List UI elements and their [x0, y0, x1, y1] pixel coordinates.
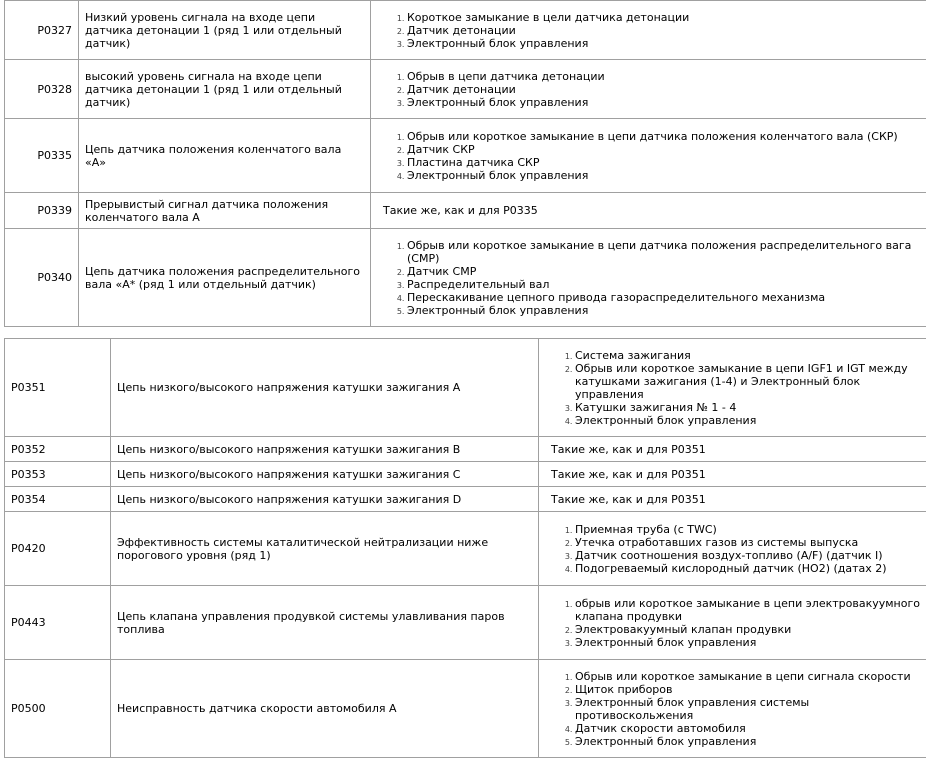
- dtc-table-2: [4, 338, 926, 758]
- table-row: [5, 1, 926, 60]
- list-item: 1. обрыв или короткое замыкание в цепи электровакуумного клапана продувки: [575, 597, 920, 623]
- dtc-code: P0351: [5, 339, 111, 437]
- dtc-causes: [371, 1, 926, 60]
- table-row: [5, 437, 926, 462]
- list-item: 3. Электронный блок управления: [575, 636, 920, 649]
- dtc-description: Цепь низкого/высокого напряжения катушки зажигания С: [111, 462, 539, 487]
- list-item: 5. Электронный блок управления: [407, 304, 920, 317]
- dtc-code: P0327: [5, 1, 79, 60]
- list-item: 2. Щиток приборов: [575, 683, 920, 696]
- list-item: 1. Короткое замыкание в цели датчика детонации: [407, 11, 920, 24]
- dtc-description: Цепь низкого/высокого напряжения катушки зажигания В: [111, 437, 539, 462]
- dtc-description: Эффективность системы каталитической нейтрализации ниже порогового уровня (ряд 1): [111, 512, 539, 586]
- same-as-note: Такие же, как и для Р0351: [545, 493, 706, 506]
- same-as-note: Такие же, как и для Р0335: [377, 204, 538, 217]
- list-item: 4. Электронный блок управления: [407, 169, 920, 182]
- list-item: 2. Датчик СКР: [407, 143, 920, 156]
- dtc-description: Неисправность датчика скорости автомобиля А: [111, 660, 539, 758]
- dtc-causes: [539, 586, 926, 660]
- causes-list: [377, 70, 920, 109]
- list-item: 2. Датчик детонации: [407, 83, 920, 96]
- dtc-code: P0339: [5, 193, 79, 229]
- table-row: [5, 586, 926, 660]
- table-row: [5, 339, 926, 437]
- table-row: [5, 119, 926, 193]
- list-item: 2. Утечка отработавших газов из системы выпуска: [575, 536, 920, 549]
- dtc-code: P0420: [5, 512, 111, 586]
- causes-list: [545, 670, 920, 748]
- dtc-causes: [539, 462, 926, 487]
- list-item: 5. Электронный блок управления: [575, 735, 920, 748]
- dtc-description: Цепь клапана управления продувкой системы улавливания паров топлива: [111, 586, 539, 660]
- dtc-causes: [539, 437, 926, 462]
- dtc-table-1: [4, 0, 926, 327]
- list-item: 1. Обрыв или короткое замыкание в цепи сигнала скорости: [575, 670, 920, 683]
- dtc-code: P0340: [5, 229, 79, 327]
- dtc-causes: [371, 193, 926, 229]
- dtc-code: P0353: [5, 462, 111, 487]
- dtc-code: P0335: [5, 119, 79, 193]
- table-row: [5, 193, 926, 229]
- list-item: 2. Датчик СМР: [407, 265, 920, 278]
- list-item: 3. Датчик соотношения воздух-топливо (A/F) (датчик I): [575, 549, 920, 562]
- list-item: 3. Пластина датчика СКР: [407, 156, 920, 169]
- dtc-description: Низкий уровень сигнала на входе цепи датчика детонации 1 (ряд 1 или отдельный датчик): [79, 1, 371, 60]
- causes-list: [377, 239, 920, 317]
- causes-list: [377, 130, 920, 182]
- table-row: [5, 487, 926, 512]
- causes-list: [545, 597, 920, 649]
- table-row: [5, 60, 926, 119]
- list-item: 3. Распределительный вал: [407, 278, 920, 291]
- list-item: 4. Перескакивание цепного привода газораспределительного механизма: [407, 291, 920, 304]
- dtc-code: P0500: [5, 660, 111, 758]
- dtc-description: высокий уровень сигнала на входе цепи датчика детонации 1 (ряд 1 или отдельный датчик): [79, 60, 371, 119]
- list-item: 3. Электронный блок управления: [407, 96, 920, 109]
- list-item: 4. Подогреваемый кислородный датчик (НО2) (датах 2): [575, 562, 920, 575]
- list-item: 2. Датчик детонации: [407, 24, 920, 37]
- list-item: 4. Датчик скорости автомобиля: [575, 722, 920, 735]
- dtc-description: Прерывистый сигнал датчика положения коленчатого вала А: [79, 193, 371, 229]
- list-item: 3. Электронный блок управления: [407, 37, 920, 50]
- causes-list: [545, 523, 920, 575]
- dtc-causes: [371, 229, 926, 327]
- list-item: 4. Электронный блок управления: [575, 414, 920, 427]
- dtc-causes: [539, 512, 926, 586]
- same-as-note: Такие же, как и для Р0351: [545, 468, 706, 481]
- dtc-description: Цепь низкого/высокого напряжения катушки зажигания D: [111, 487, 539, 512]
- table-row: [5, 229, 926, 327]
- dtc-description: Цепь датчика положения коленчатого вала «А»: [79, 119, 371, 193]
- dtc-description: Цепь датчика положения распределительного вала «А* (ряд 1 или отдельный датчик): [79, 229, 371, 327]
- dtc-causes: [371, 60, 926, 119]
- list-item: 3. Электронный блок управления системы противоскольжения: [575, 696, 920, 722]
- dtc-code: P0443: [5, 586, 111, 660]
- list-item: 2. Обрыв или короткое замыкание в цепи IGF1 и IGT между катушками зажигания (1-4) и Электронный блок управления: [575, 362, 920, 401]
- dtc-causes: [371, 119, 926, 193]
- list-item: 3. Катушки зажигания № 1 - 4: [575, 401, 920, 414]
- table-row: [5, 462, 926, 487]
- causes-list: [377, 11, 920, 50]
- dtc-causes: [539, 487, 926, 512]
- dtc-code: P0354: [5, 487, 111, 512]
- table-row: [5, 660, 926, 758]
- dtc-code: P0328: [5, 60, 79, 119]
- list-item: 1. Обрыв в цепи датчика детонации: [407, 70, 920, 83]
- list-item: 1. Система зажигания: [575, 349, 920, 362]
- dtc-causes: [539, 339, 926, 437]
- list-item: 1. Обрыв или короткое замыкание в цепи датчика положения коленчатого вала (СКР): [407, 130, 920, 143]
- list-item: 1. Приемная труба (с TWC): [575, 523, 920, 536]
- same-as-note: Такие же, как и для Р0351: [545, 443, 706, 456]
- table-row: [5, 512, 926, 586]
- dtc-code: P0352: [5, 437, 111, 462]
- list-item: 2. Электровакуумный клапан продувки: [575, 623, 920, 636]
- dtc-causes: [539, 660, 926, 758]
- list-item: 1. Обрыв или короткое замыкание в цепи датчика положения распределительного вага (СМР): [407, 239, 920, 265]
- causes-list: [545, 349, 920, 427]
- dtc-description: Цепь низкого/высокого напряжения катушки зажигания А: [111, 339, 539, 437]
